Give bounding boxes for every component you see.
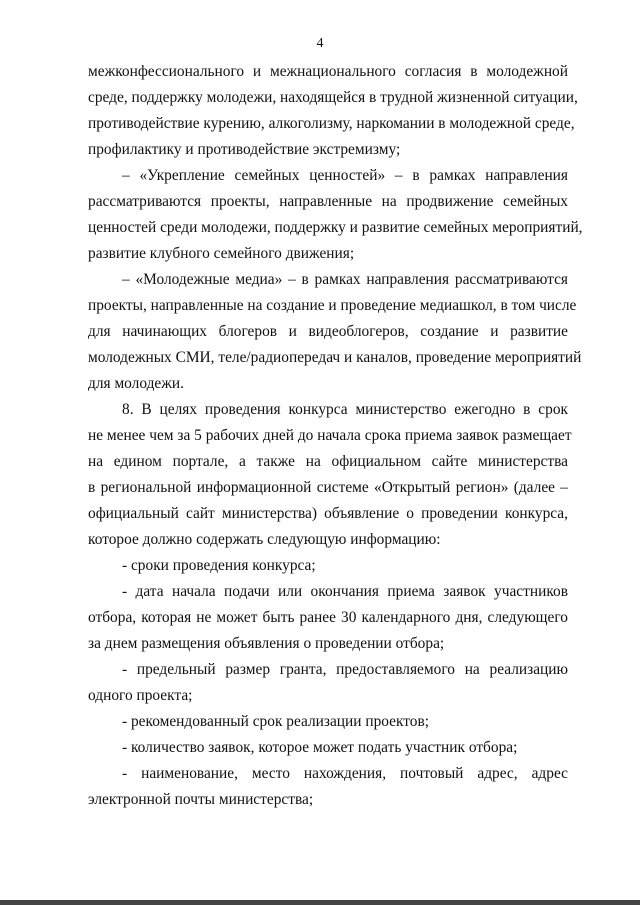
text-line: противодействие курению, алкоголизму, наркомании в молодежной среде,	[88, 115, 575, 132]
text-line: одного проекта;	[88, 687, 193, 704]
text-line: – «Укрепление семейных ценностей» – в рамках направления	[122, 167, 568, 184]
text-line: для начинающих блогеров и видеоблогеров, создание и развитие	[88, 323, 568, 340]
text-line: – «Молодежные медиа» – в рамках направления рассматриваются	[122, 271, 568, 288]
text-line: профилактику и противодействие экстремизму;	[88, 141, 401, 158]
text-line: которое должно содержать следующую информацию:	[88, 531, 441, 548]
text-line: рассматриваются проекты, направленные на продвижение семейных	[88, 193, 568, 210]
text-line: - сроки проведения конкурса;	[122, 557, 316, 574]
text-line: - рекомендованный срок реализации проектов;	[122, 713, 430, 730]
text-line: среде, поддержку молодежи, находящейся в трудной жизненной ситуации,	[88, 89, 578, 106]
text-line: - предельный размер гранта, предоставляемого на реализацию	[122, 661, 568, 678]
text-line: - наименование, место нахождения, почтовый адрес, адрес	[122, 765, 568, 782]
text-line: за днем размещения объявления о проведении отбора;	[88, 635, 445, 652]
scan-bottom-edge	[0, 900, 640, 905]
text-line: электронной почты министерства;	[88, 791, 314, 808]
text-line: отбора, которая не может быть ранее 30 календарного дня, следующего	[88, 609, 568, 626]
text-line: официальный сайт министерства) объявление о проведении конкурса,	[88, 505, 568, 522]
text-line: проекты, направленные на создание и проведение медиашкол, в том числе	[88, 297, 577, 314]
text-line: - количество заявок, которое может подать участник отбора;	[122, 739, 518, 756]
text-line: - дата начала подачи или окончания приема заявок участников	[122, 583, 568, 600]
text-line: не менее чем за 5 рабочих дней до начала срока приема заявок размещает	[88, 427, 572, 444]
text-line: межконфессионального и межнационального согласия в молодежной	[88, 63, 568, 80]
text-line: для молодежи.	[88, 375, 184, 392]
text-line: на едином портале, а также на официальном сайте министерства	[88, 453, 568, 470]
text-line: молодежных СМИ, теле/радиопередач и каналов, проведение мероприятий	[88, 349, 582, 366]
text-line: развитие клубного семейного движения;	[88, 245, 355, 262]
page-number: 4	[316, 36, 324, 51]
text-line: ценностей среди молодежи, поддержку и развитие семейных мероприятий,	[88, 219, 583, 236]
text-line: в региональной информационной системе «Открытый регион» (далее –	[88, 479, 568, 496]
text-line: 8. В целях проведения конкурса министерство ежегодно в срок	[122, 401, 568, 418]
